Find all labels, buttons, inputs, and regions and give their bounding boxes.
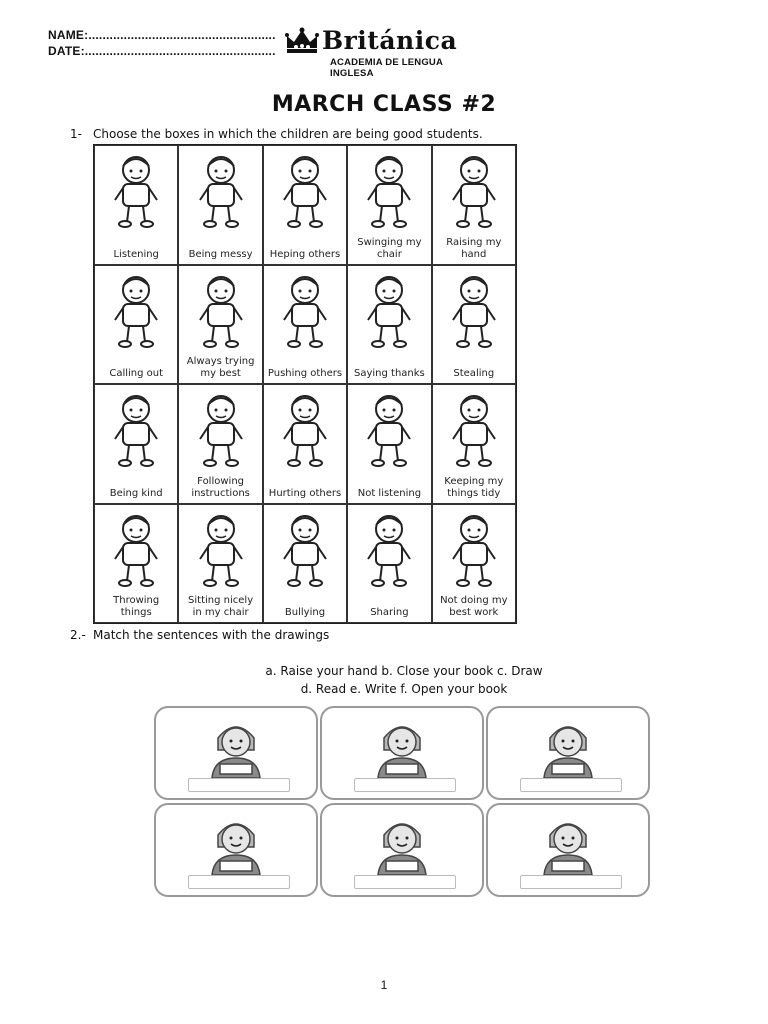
behaviour-cell[interactable]	[94, 265, 178, 385]
page-number: 1	[380, 978, 388, 992]
match-picture-box	[486, 803, 650, 897]
boy-raising-hand-icon	[518, 811, 618, 875]
behaviour-label: Sitting nicely in my chair	[188, 595, 254, 618]
boy-reading-icon	[352, 811, 452, 875]
child-drawing-icon	[103, 391, 169, 469]
behaviour-label: Bullying	[284, 607, 326, 618]
behaviour-cell[interactable]	[347, 145, 431, 265]
behaviour-label: Always trying my best	[186, 356, 255, 379]
child-drawing-icon	[188, 511, 254, 589]
answer-blank[interactable]	[354, 778, 456, 792]
child-drawing-icon	[188, 152, 254, 230]
behaviour-cell[interactable]	[263, 384, 347, 504]
behaviour-cell[interactable]	[432, 265, 516, 385]
behaviour-label: Throwing things	[113, 595, 160, 618]
behaviour-label: Hurting others	[268, 487, 342, 499]
girl-close-book-icon	[518, 714, 618, 778]
match-picture-box	[320, 803, 484, 897]
match-picture-box	[154, 803, 318, 897]
behaviour-cell[interactable]	[432, 145, 516, 265]
behaviour-label: Listening	[113, 248, 159, 260]
page-title: MARCH CLASS #2	[271, 92, 497, 117]
answer-blank[interactable]	[520, 875, 622, 889]
behaviour-label: Not listening	[357, 487, 422, 499]
match-picture-box	[486, 706, 650, 800]
girl-drawing-icon	[352, 714, 452, 778]
behaviour-cell[interactable]	[432, 504, 516, 624]
behaviour-cell[interactable]	[178, 384, 262, 504]
behaviour-label: Calling out	[109, 368, 164, 379]
behaviour-label: Saying thanks	[354, 368, 425, 379]
answer-blank[interactable]	[188, 778, 290, 792]
behaviour-label: Being messy	[188, 248, 253, 260]
behaviour-cell[interactable]	[178, 265, 262, 385]
behaviour-label: Heping others	[269, 248, 341, 260]
name-field[interactable]: NAME:.....................................................	[48, 28, 276, 42]
behaviour-cell[interactable]	[347, 504, 431, 624]
behaviour-cell[interactable]	[94, 384, 178, 504]
behaviour-cell[interactable]	[347, 265, 431, 385]
behaviour-label: Stealing	[453, 368, 495, 379]
question-2-text: Match the sentences with the drawings	[93, 628, 330, 642]
behaviour-label: Following instructions	[191, 475, 250, 499]
child-drawing-icon	[441, 272, 507, 350]
child-drawing-icon	[103, 272, 169, 350]
behaviour-cell[interactable]	[94, 145, 178, 265]
child-drawing-icon	[272, 511, 338, 589]
match-picture-box	[320, 706, 484, 800]
child-drawing-icon	[103, 511, 169, 589]
behaviour-cell[interactable]	[178, 504, 262, 624]
behaviour-cell[interactable]	[178, 145, 262, 265]
question-2-number: 2.-	[70, 628, 86, 642]
behaviour-label: Not doing my best work	[440, 595, 508, 618]
behaviour-cell[interactable]	[263, 145, 347, 265]
behaviour-cell[interactable]	[263, 504, 347, 624]
britanica-logo	[284, 24, 484, 79]
answer-blank[interactable]	[188, 875, 290, 889]
behaviour-label: Raising my hand	[446, 236, 502, 260]
child-drawing-icon	[356, 391, 422, 469]
behaviour-label: Being kind	[109, 487, 163, 499]
child-drawing-icon	[441, 391, 507, 469]
girl-open-book-icon	[186, 714, 286, 778]
logo-brand: Británica	[322, 26, 458, 55]
child-drawing-icon	[272, 152, 338, 230]
behaviour-cell[interactable]	[432, 384, 516, 504]
child-drawing-icon	[441, 152, 507, 230]
child-drawing-icon	[103, 152, 169, 230]
answer-blank[interactable]	[354, 875, 456, 889]
child-drawing-icon	[188, 391, 254, 469]
options-line-2: d. Read e. Write f. Open your book	[300, 682, 508, 696]
behaviour-label: Keeping my things tidy	[444, 475, 504, 499]
child-drawing-icon	[356, 511, 422, 589]
behaviour-label: Swinging my chair	[357, 236, 422, 260]
child-drawing-icon	[356, 152, 422, 230]
question-1-number: 1-	[70, 127, 82, 141]
date-field[interactable]: DATE:......................................................	[48, 44, 276, 58]
boy-writing-icon	[186, 811, 286, 875]
options-line-1: a. Raise your hand b. Close your book c. Draw	[265, 664, 543, 678]
behaviour-cell[interactable]	[347, 384, 431, 504]
child-drawing-icon	[188, 272, 254, 350]
behaviour-label: Pushing others	[267, 368, 343, 379]
question-1-text: Choose the boxes in which the children are being good students.	[93, 127, 483, 141]
crown-icon	[284, 26, 320, 56]
child-drawing-icon	[441, 511, 507, 589]
child-drawing-icon	[272, 391, 338, 469]
child-drawing-icon	[356, 272, 422, 350]
behaviour-cell[interactable]	[263, 265, 347, 385]
behaviour-label: Sharing	[370, 607, 409, 618]
logo-subtitle: ACADEMIA DE LENGUA INGLESA	[330, 57, 443, 79]
behaviour-cell[interactable]	[94, 504, 178, 624]
behaviour-grid	[93, 144, 517, 624]
answer-blank[interactable]	[520, 778, 622, 792]
child-drawing-icon	[272, 272, 338, 350]
match-picture-box	[154, 706, 318, 800]
